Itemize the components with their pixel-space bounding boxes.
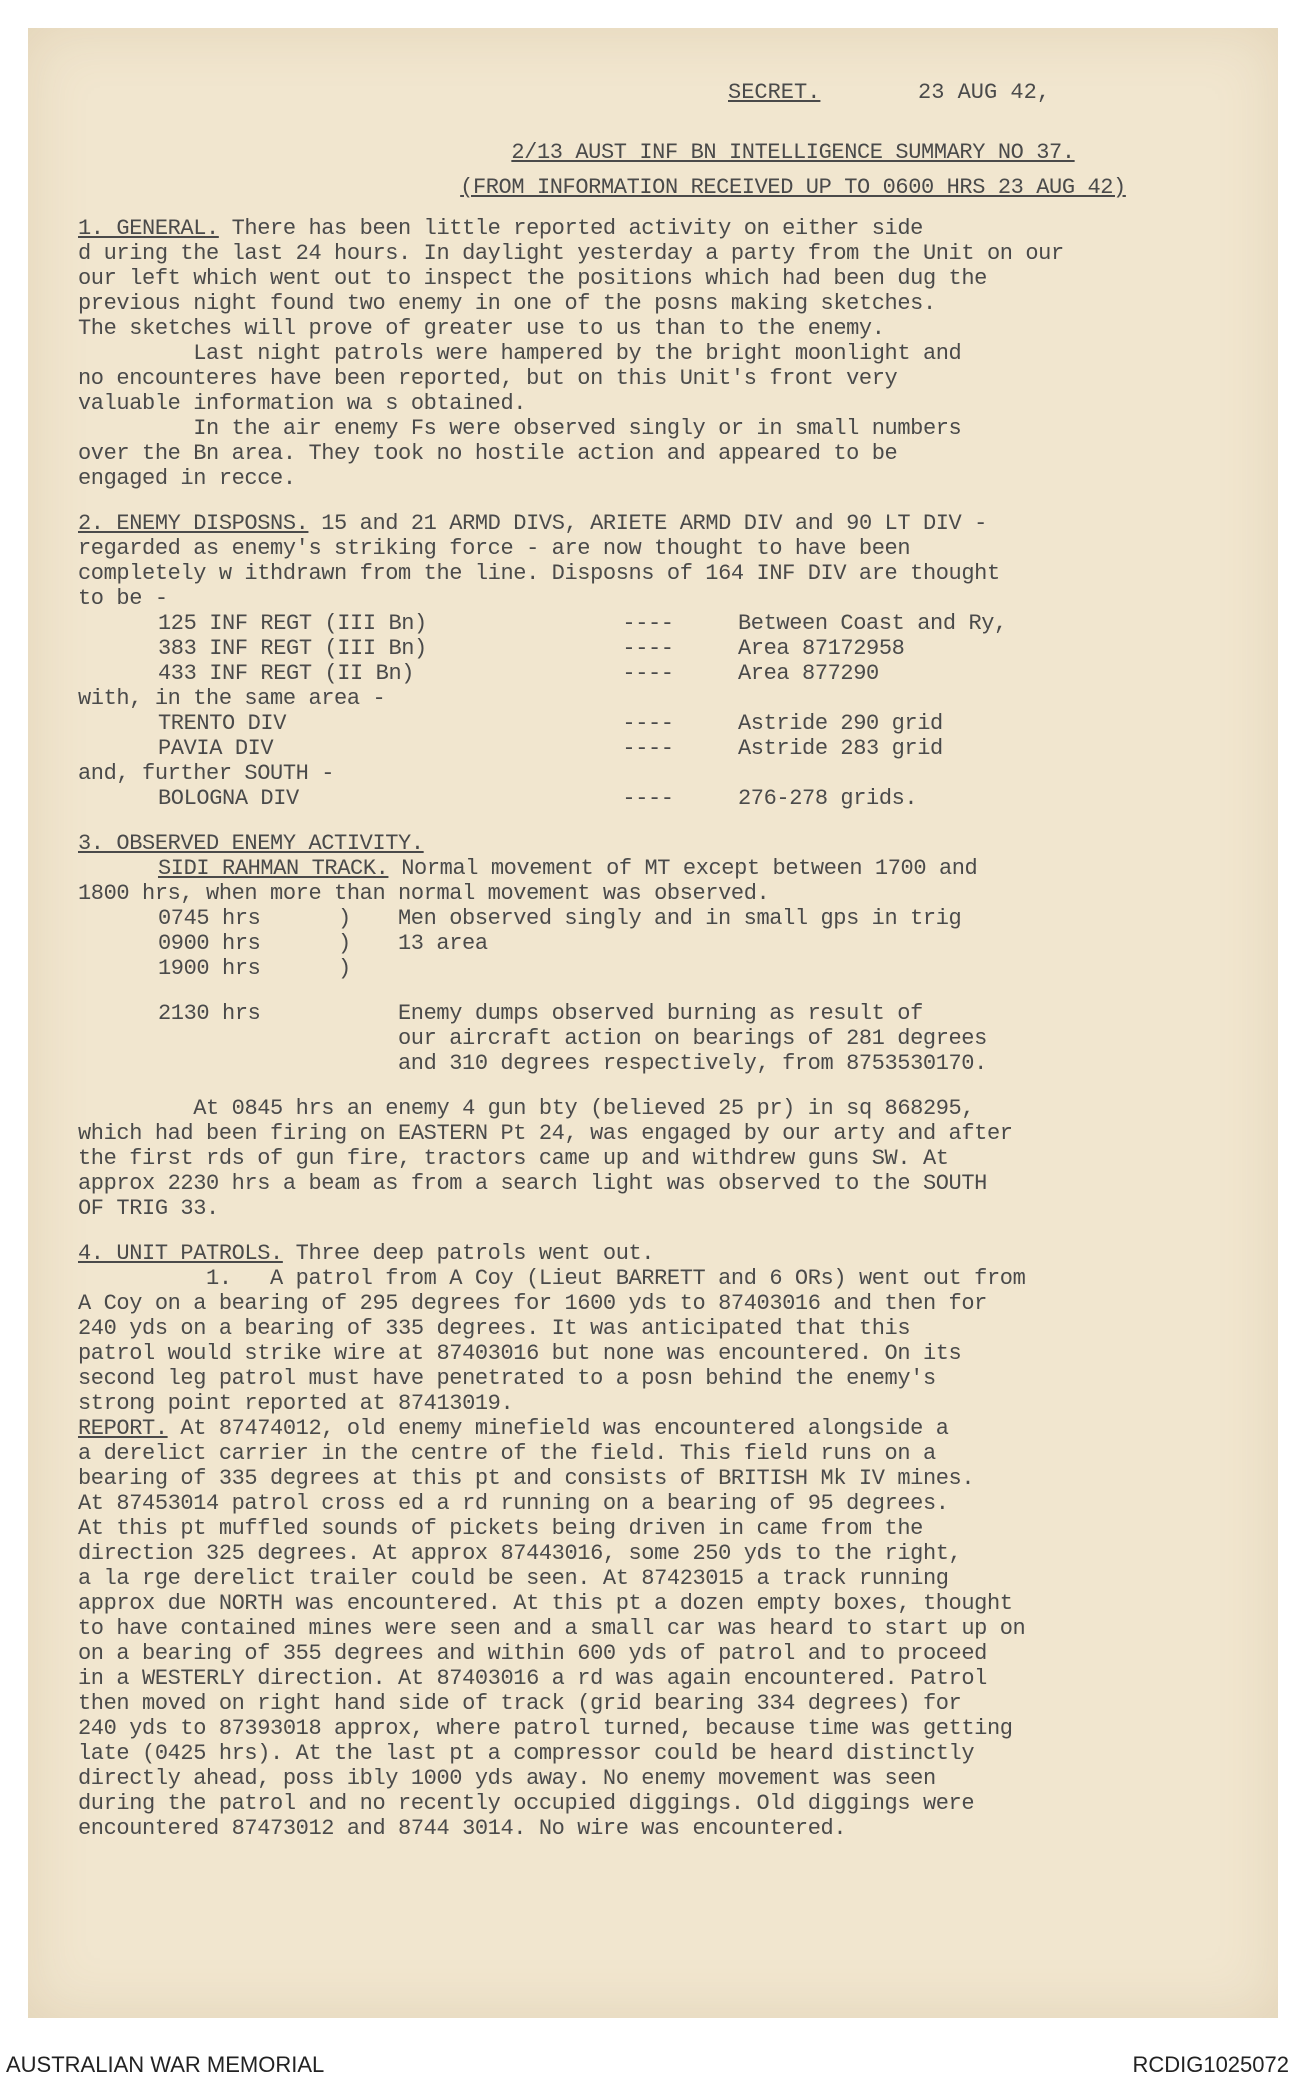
footer-record-id: RCDIG1025072 [1132, 2052, 1289, 2077]
patrol-report [78, 1416, 1268, 1841]
report-text: At 87474012, old enemy minefield was encountered alongside a a derelict carrier in the centre of the field. This field runs on a bearing of 335 degrees at this pt and consists of BRITISH Mk IV mines. At 87453014 patrol cross ed a rd running on a bearing of 95 degrees. At this pt muffled sounds of pickets being driven in came from the direction 325 degrees. At approx 87443016, some 250 yds to the right, a la rge derelict trailer could be seen. At 87423015 a track running approx due NORTH was encountered. At this pt a dozen empty boxes, thought to have contained mines were seen and a small car was heard to start up on on a bearing of 355 degrees and within 600 yds of patrol and to proceed in a WESTERLY direction. At 87403016 a rd was again encountered. Patrol then moved on right hand side of track (grid bearing 334 degrees) for 240 yds to 87393018 approx, where patrol turned, because time was getting late (0425 hrs). At the last pt a compressor could be heard distinctly directly ahead, poss ibly 1000 yds away. No enemy movement was seen during the patrol and no recently occupied diggings. Old diggings were encountered 87473012 and 8744 3014. No wire was encountered. [78, 1416, 1026, 1841]
bracket-mark: ) [338, 906, 351, 931]
activity-intro: Normal movement of MT except between 1700 and [388, 856, 978, 881]
activity-2130-desc: Enemy dumps observed burning as result of our aircraft action on bearings of 281 degrees and 310 degrees respectively, from 8753530170. [398, 1001, 987, 1076]
document-title: 2/13 AUST INF BN INTELLIGENCE SUMMARY NO 37. [511, 140, 1075, 165]
bracket-mark: ) [338, 956, 351, 981]
disposns-further-text: and, further SOUTH - [78, 761, 335, 786]
disposns-with-text: with, in the same area - [78, 686, 386, 711]
section-unit-patrols [78, 1241, 1268, 1266]
activity-times-desc: Men observed singly and in small gps in trig 13 area [398, 906, 962, 956]
document-date: 23 AUG 42, [918, 80, 1051, 105]
general-para-3: In the air enemy Fs were observed singly or in small numbers over the Bn area. They took no hostile action and appeared to be engaged in recce. [78, 416, 962, 491]
archive-footer [0, 2052, 1297, 2082]
activity-2130-block [78, 1001, 1268, 1076]
activity-subheading: SIDI RAHMAN TRACK. [158, 856, 389, 881]
disposn-row: PAVIA DIV ---- Astride 283 grid [158, 736, 943, 761]
general-para-1: There has been little reported activity on either side d uring the last 24 hours. In daylight yesterday a party from the Unit on our our left which went out to inspect the positions which had been dug the previous night found two enemy in one of the posns making sketches. The sketches will prove of greater use to us than to the enemy. [78, 216, 1064, 341]
disposn-row: TRENTO DIV ---- Astride 290 grid [158, 711, 943, 736]
activity-time-2130: 2130 hrs [158, 1001, 261, 1026]
classification-mark: SECRET. [728, 80, 821, 105]
activity-time: 0900 hrs [158, 931, 261, 956]
bracket-mark: ) [338, 931, 351, 956]
disposn-row: BOLOGNA DIV ---- 276-278 grids. [158, 786, 918, 811]
disposn-row: 125 INF REGT (III Bn) ---- Between Coast and Ry, [158, 611, 1007, 636]
patrol-1-text: 1. A patrol from A Coy (Lieut BARRETT and 6 ORs) went out from A Coy on a bearing of 295 degrees for 1600 yds to 87403016 and then for 240 yds on a bearing of 335 degrees. It was anticipated that this patrol would strike wire at 87403016 but none was encountered. On its second leg patrol must have penetrated to a posn behind the enemy's strong point reported at 87413019. [78, 1266, 1026, 1416]
document-subtitle: (FROM INFORMATION RECEIVED UP TO 0600 HRS 23 AUG 42) [460, 175, 1126, 200]
disposns-intro: 15 and 21 ARMD DIVS, ARIETE ARMD DIV and 90 LT DIV - regarded as enemy's striking force - are now thought to have been completely w ithdrawn from the line. Disposns of 164 INF DIV are thought to be - [78, 511, 1000, 611]
footer-institution: AUSTRALIAN WAR MEMORIAL [6, 2052, 325, 2077]
patrols-intro: Three deep patrols went out. [282, 1241, 655, 1266]
section-general [78, 216, 1268, 341]
activity-para: At 0845 hrs an enemy 4 gun bty (believed 25 pr) in sq 868295, which had been firing on EASTERN Pt 24, was engaged by our arty and after the first rds of gun fire, tractors came up and withdrew guns SW. At approx 2230 hrs a beam as from a search light was observed to the SOUTH OF TRIG 33. [78, 1096, 1013, 1221]
activity-times-block [78, 906, 1268, 981]
disposn-row: 383 INF REGT (III Bn) ---- Area 87172958 [158, 636, 905, 661]
section-heading-patrols: 4. UNIT PATROLS. [78, 1241, 283, 1266]
report-label: REPORT. [78, 1416, 168, 1441]
activity-time: 0745 hrs [158, 906, 261, 931]
document-body [78, 140, 1268, 1841]
general-para-2: Last night patrols were hampered by the bright moonlight and no encounteres have been reported, but on this Unit's front very valuable information wa s obtained. [78, 341, 962, 416]
activity-time: 1900 hrs [158, 956, 261, 981]
section-heading-general: 1. GENERAL. [78, 216, 219, 241]
document-page [28, 28, 1278, 2018]
activity-intro-line2: 1800 hrs, when more than normal movement was observed. [78, 881, 770, 906]
section-enemy-disposns [78, 511, 1268, 611]
section-heading-disposns: 2. ENEMY DISPOSNS. [78, 511, 309, 536]
section-heading-activity: 3. OBSERVED ENEMY ACTIVITY. [78, 831, 424, 856]
disposn-row: 433 INF REGT (II Bn) ---- Area 877290 [158, 661, 879, 686]
activity-track-line [78, 856, 1268, 881]
